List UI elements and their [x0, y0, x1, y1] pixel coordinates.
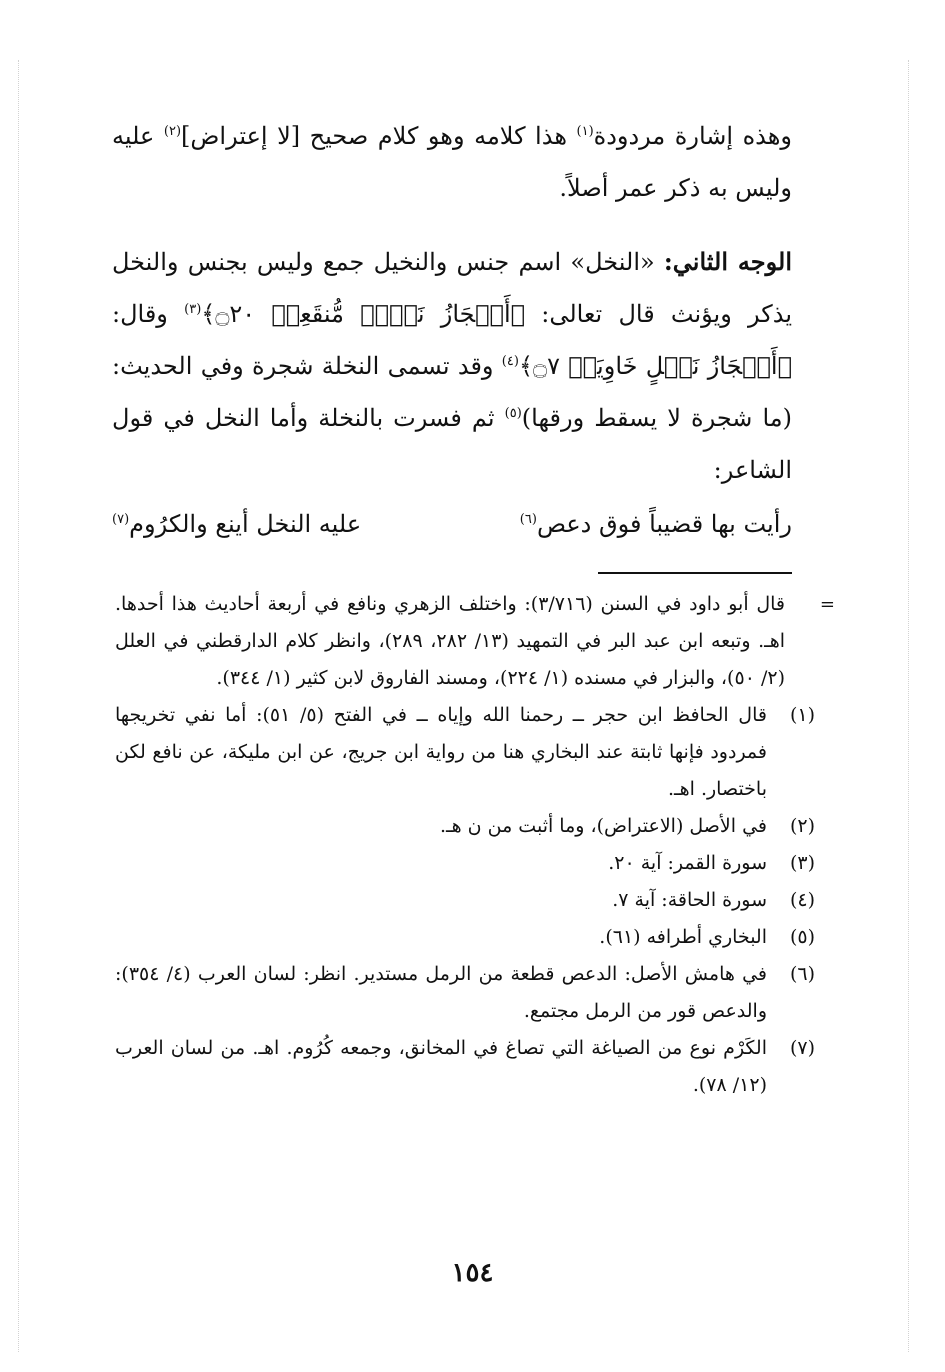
- footnote-text: البخاري أطرافه (٦١).: [599, 926, 767, 948]
- footnote-item: [115, 697, 815, 808]
- poetry-verse: [112, 498, 792, 550]
- footnote-number: (٥): [789, 926, 815, 948]
- paragraph-1: وهذه إشارة مردودة$^{(١)}$ هذا كلامه وهو كلام صحيح [لا إعتراض]$^{(٢)}$ عليه وليس به ذكر عمر أصلاً.: [112, 122, 792, 202]
- footnote-number: (٧): [789, 1037, 815, 1059]
- main-text: [112, 110, 792, 496]
- footnote-separator: [598, 572, 792, 574]
- footnote-number: (٤): [789, 889, 815, 911]
- footnote-item: [115, 882, 815, 919]
- footnote-text: في الأصل (الاعتراض)، وما أثبت من ن هـ.: [439, 815, 767, 837]
- footnote-text: سورة القمر: آية ٢٠.: [608, 852, 767, 874]
- footnote-ref-5: (٥): [504, 406, 522, 421]
- footnotes: [115, 586, 835, 1104]
- footnote-ref-7: (٧): [112, 512, 130, 527]
- footnote-ref-4: (٤): [501, 354, 519, 369]
- footnote-ref-1: (١): [576, 124, 594, 139]
- footnote-item: [115, 919, 815, 956]
- footnote-ref-2: (٢): [163, 124, 182, 139]
- footnote-item: [115, 845, 815, 882]
- footnote-number: (٣): [789, 852, 815, 874]
- verse-second-hemistich: عليه النخل أينع والكرُوم$^{(٧)}$: [112, 510, 362, 538]
- footnote-item: [115, 956, 815, 1030]
- footnote-text: سورة الحاقة: آية ٧.: [612, 889, 767, 911]
- verse-first-hemistich: رأيت بها قضيباً فوق دعص$^{(٦)}$: [519, 510, 792, 538]
- margin-dotted-line-right: [908, 60, 909, 1352]
- footnote-ref-6: (٦): [519, 512, 537, 527]
- page-number: ١٥٤: [451, 1258, 494, 1288]
- footnote-text: قال الحافظ ابن حجر ــ رحمنا الله وإياه ــ في الفتح (٥/ ٥١): أما نفي تخريجها فمردود فإنها ثابتة عند البخاري هنا من رواية ابن جريج، عن ابن مليكة، عن نافع لكن باختصار. اهـ.: [115, 704, 767, 800]
- footnote-item: [115, 1030, 815, 1104]
- paragraph-2: الوجه الثاني: «النخل» اسم جنس والنخيل جمع وليس بجنس والنخل يذكر ويؤنث قال تعالى: ﴿أَعۡجَازُ نَخۡلٖ مُّنقَعِرٖ ۝٢٠﴾$^{(٣)}$ وقال: ﴿أَعۡجَازُ نَخۡلٍ خَاوِيَةٖ ۝٧﴾$^{(٤)}$ وقد تسمى النخلة شجرة وفي الحديث: (ما شجرة لا يسقط ورقها)$^{(٥)}$ ثم فسرت بالنخلة وأما النخل في قول الشاعر:: [112, 247, 793, 484]
- footnote-item: [115, 808, 815, 845]
- footnote-number: (٦): [789, 963, 815, 985]
- footnote-number: (٢): [789, 815, 815, 837]
- paragraph-gap: [112, 214, 792, 236]
- footnote-text: في هامش الأصل: الدعص قطعة من الرمل مستدير. انظر: لسان العرب (٤/ ٣٥٤): والدعص قور من الرمل مجتمع.: [115, 963, 767, 1022]
- footnote-ref-3: (٣): [184, 302, 202, 317]
- footnote-text: الكَرْم نوع من الصياغة التي تصاغ في المخانق، وجمعه كُرُوم. اهـ. من لسان العرب (١٢/ ٧٨).: [115, 1037, 767, 1096]
- footnote-continuation: = قال أبو داود في السنن (٣/٧١٦): واختلف الزهري ونافع في أربعة أحاديث هذا أحدها. اهـ. وتبعه ابن عبد البر في التمهيد (١٣/ ٢٨٢، ٢٨٩)، وانظر كلام الدارقطني في العلل (٢/ ٥٠)، والبزار في مسنده (١/ ٢٢٤)، ومسند الفاروق لابن كثير (١/ ٣٤٤).: [115, 586, 815, 697]
- continuation-mark: =: [819, 594, 835, 615]
- footnote-number: (١): [789, 704, 815, 726]
- paragraph-lead: الوجه الثاني:: [663, 247, 793, 276]
- margin-dotted-line-left: [18, 60, 19, 1352]
